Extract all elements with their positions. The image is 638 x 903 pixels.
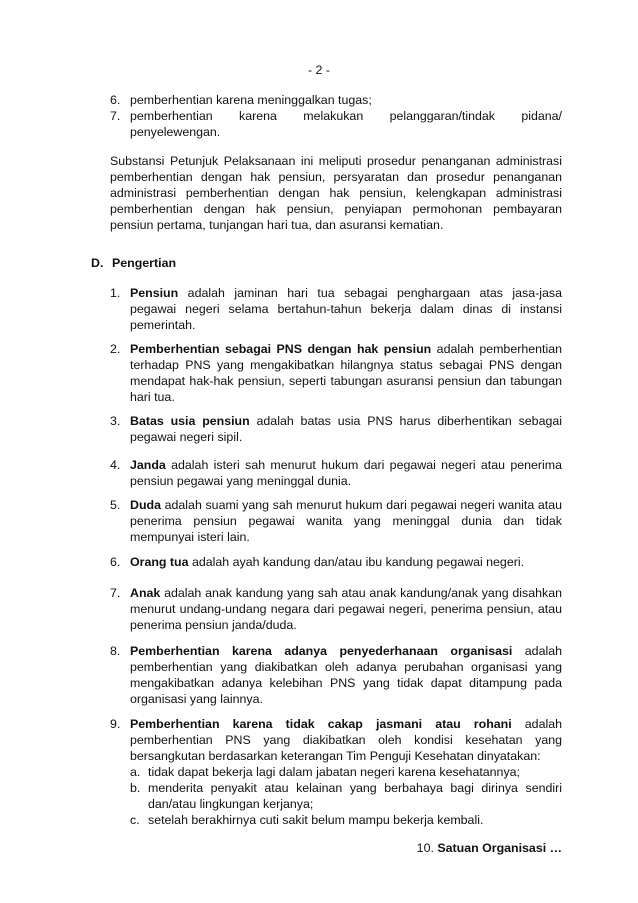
definition-number: 6.	[110, 555, 121, 569]
definition-term: Anak	[130, 586, 161, 600]
definition-term: Janda	[130, 458, 166, 472]
section-title: Pengertian	[112, 256, 177, 270]
list-item-text-cont: penyelewengan.	[130, 125, 221, 139]
definition-number: 5.	[110, 498, 121, 512]
definition-body: adalah isteri sah menurut hukum dari pegawai negeri atau penerima pensiun pegawai yang meninggal dunia.	[130, 458, 562, 488]
definition-body: adalah anak kandung yang sah atau anak kandung/anak yang disahkan menurut undang-undang negara dari pegawai negeri, penerima pensiun, atau penerima pensiun janda/duda.	[130, 586, 562, 632]
substansi-paragraph: Substansi Petunjuk Pelaksanaan ini meliputi prosedur penanganan administrasi pemberhentian dengan hak pensiun, persyaratan dan prosedur penanganan administrasi pemberhentian dengan hak pensiun, kelengkapan administrasi pemberhentian dengan hak pensiun, penyiapan permohonan pembayaran pensiun pertama, tunjangan hari tua, dan asuransi kematian.	[110, 154, 562, 232]
section-heading	[91, 255, 176, 271]
section-letter: D.	[91, 256, 104, 270]
definition-body: adalah pemberhentian PNS yang diakibatkan oleh kondisi kesehatan yang bersangkutan berdasarkan keterangan Tim Penguji Kesehatan dinyatakan:	[130, 717, 562, 763]
definition-text	[130, 341, 562, 405]
definition-term: Duda	[130, 498, 161, 512]
definition-text	[130, 716, 562, 764]
definition-body: adalah suami yang sah menurut hukum dari pegawai negeri wanita atau penerima pensiun pegawai wanita yang meninggal dunia dan tidak mempunyai isteri lain.	[130, 498, 562, 544]
list-item-text: pemberhentian karena meninggalkan tugas;	[130, 93, 372, 107]
definition-text	[130, 554, 562, 570]
definition-term: Batas usia pensiun	[130, 414, 250, 428]
catchword-term: Satuan Organisasi …	[437, 841, 562, 855]
definition-number: 4.	[110, 458, 121, 472]
definition-number: 9.	[110, 717, 121, 731]
sub-item-letter: a.	[130, 765, 141, 779]
definition-number: 2.	[110, 342, 121, 356]
sub-item-text: setelah berakhirnya cuti sakit belum mampu bekerja kembali.	[148, 813, 484, 827]
definition-number: 7.	[110, 586, 121, 600]
sub-item-letter: b.	[130, 781, 141, 795]
definition-body: adalah ayah kandung dan/atau ibu kandung pegawai negeri.	[188, 555, 525, 569]
definition-term: Pensiun	[130, 286, 179, 300]
catchword-number: 10.	[416, 841, 434, 855]
definition-term: Orang tua	[130, 555, 189, 569]
definition-text	[130, 285, 562, 333]
definition-text	[130, 457, 562, 489]
sub-item-letter: c.	[130, 813, 140, 827]
definition-text	[130, 643, 562, 707]
definition-body: adalah jaminan hari tua sebagai penghargaan atas jasa-jasa pegawai negeri selama bertahun-tahun bekerja dalam dinas di instansi pemerintah.	[130, 286, 562, 332]
definition-term: Pemberhentian karena adanya penyederhanaan organisasi	[130, 644, 513, 658]
sub-item-text: tidak dapat bekerja lagi dalam jabatan negeri karena kesehatannya;	[148, 765, 520, 779]
list-item-text: pemberhentian karena melakukan pelanggaran/tindak pidana/	[130, 109, 562, 123]
definition-body: adalah pemberhentian terhadap PNS yang mengakibatkan hilangnya status sebagai PNS dengan mendapat hak-hak pensiun, seperti tabungan asuransi pensiun dan tabungan hari tua.	[130, 342, 562, 404]
definition-body: adalah pemberhentian yang diakibatkan oleh adanya perubahan organisasi yang mengakibatkan adanya kelebihan PNS yang tidak dapat ditampung pada organisasi yang lainnya.	[130, 644, 563, 706]
definition-term: Pemberhentian sebagai PNS dengan hak pensiun	[130, 342, 432, 356]
definition-number: 8.	[110, 644, 121, 658]
definition-number: 3.	[110, 414, 121, 428]
list-item-number: 6.	[110, 93, 121, 107]
definition-text	[130, 585, 562, 633]
definition-text	[130, 497, 562, 545]
next-page-catchword	[417, 840, 562, 856]
page-number: - 2 -	[307, 63, 331, 77]
definition-text	[130, 413, 562, 445]
definition-number: 1.	[110, 286, 121, 300]
definition-term: Pemberhentian karena tidak cakap jasmani atau rohani	[130, 717, 512, 731]
sub-item-text: menderita penyakit atau kelainan yang berbahaya bagi dirinya sendiri dan/atau lingkungan kerjanya;	[148, 781, 562, 811]
list-item-number: 7.	[110, 109, 121, 123]
definition-body: adalah batas usia PNS harus diberhentikan sebagai pegawai negeri sipil.	[130, 414, 562, 444]
